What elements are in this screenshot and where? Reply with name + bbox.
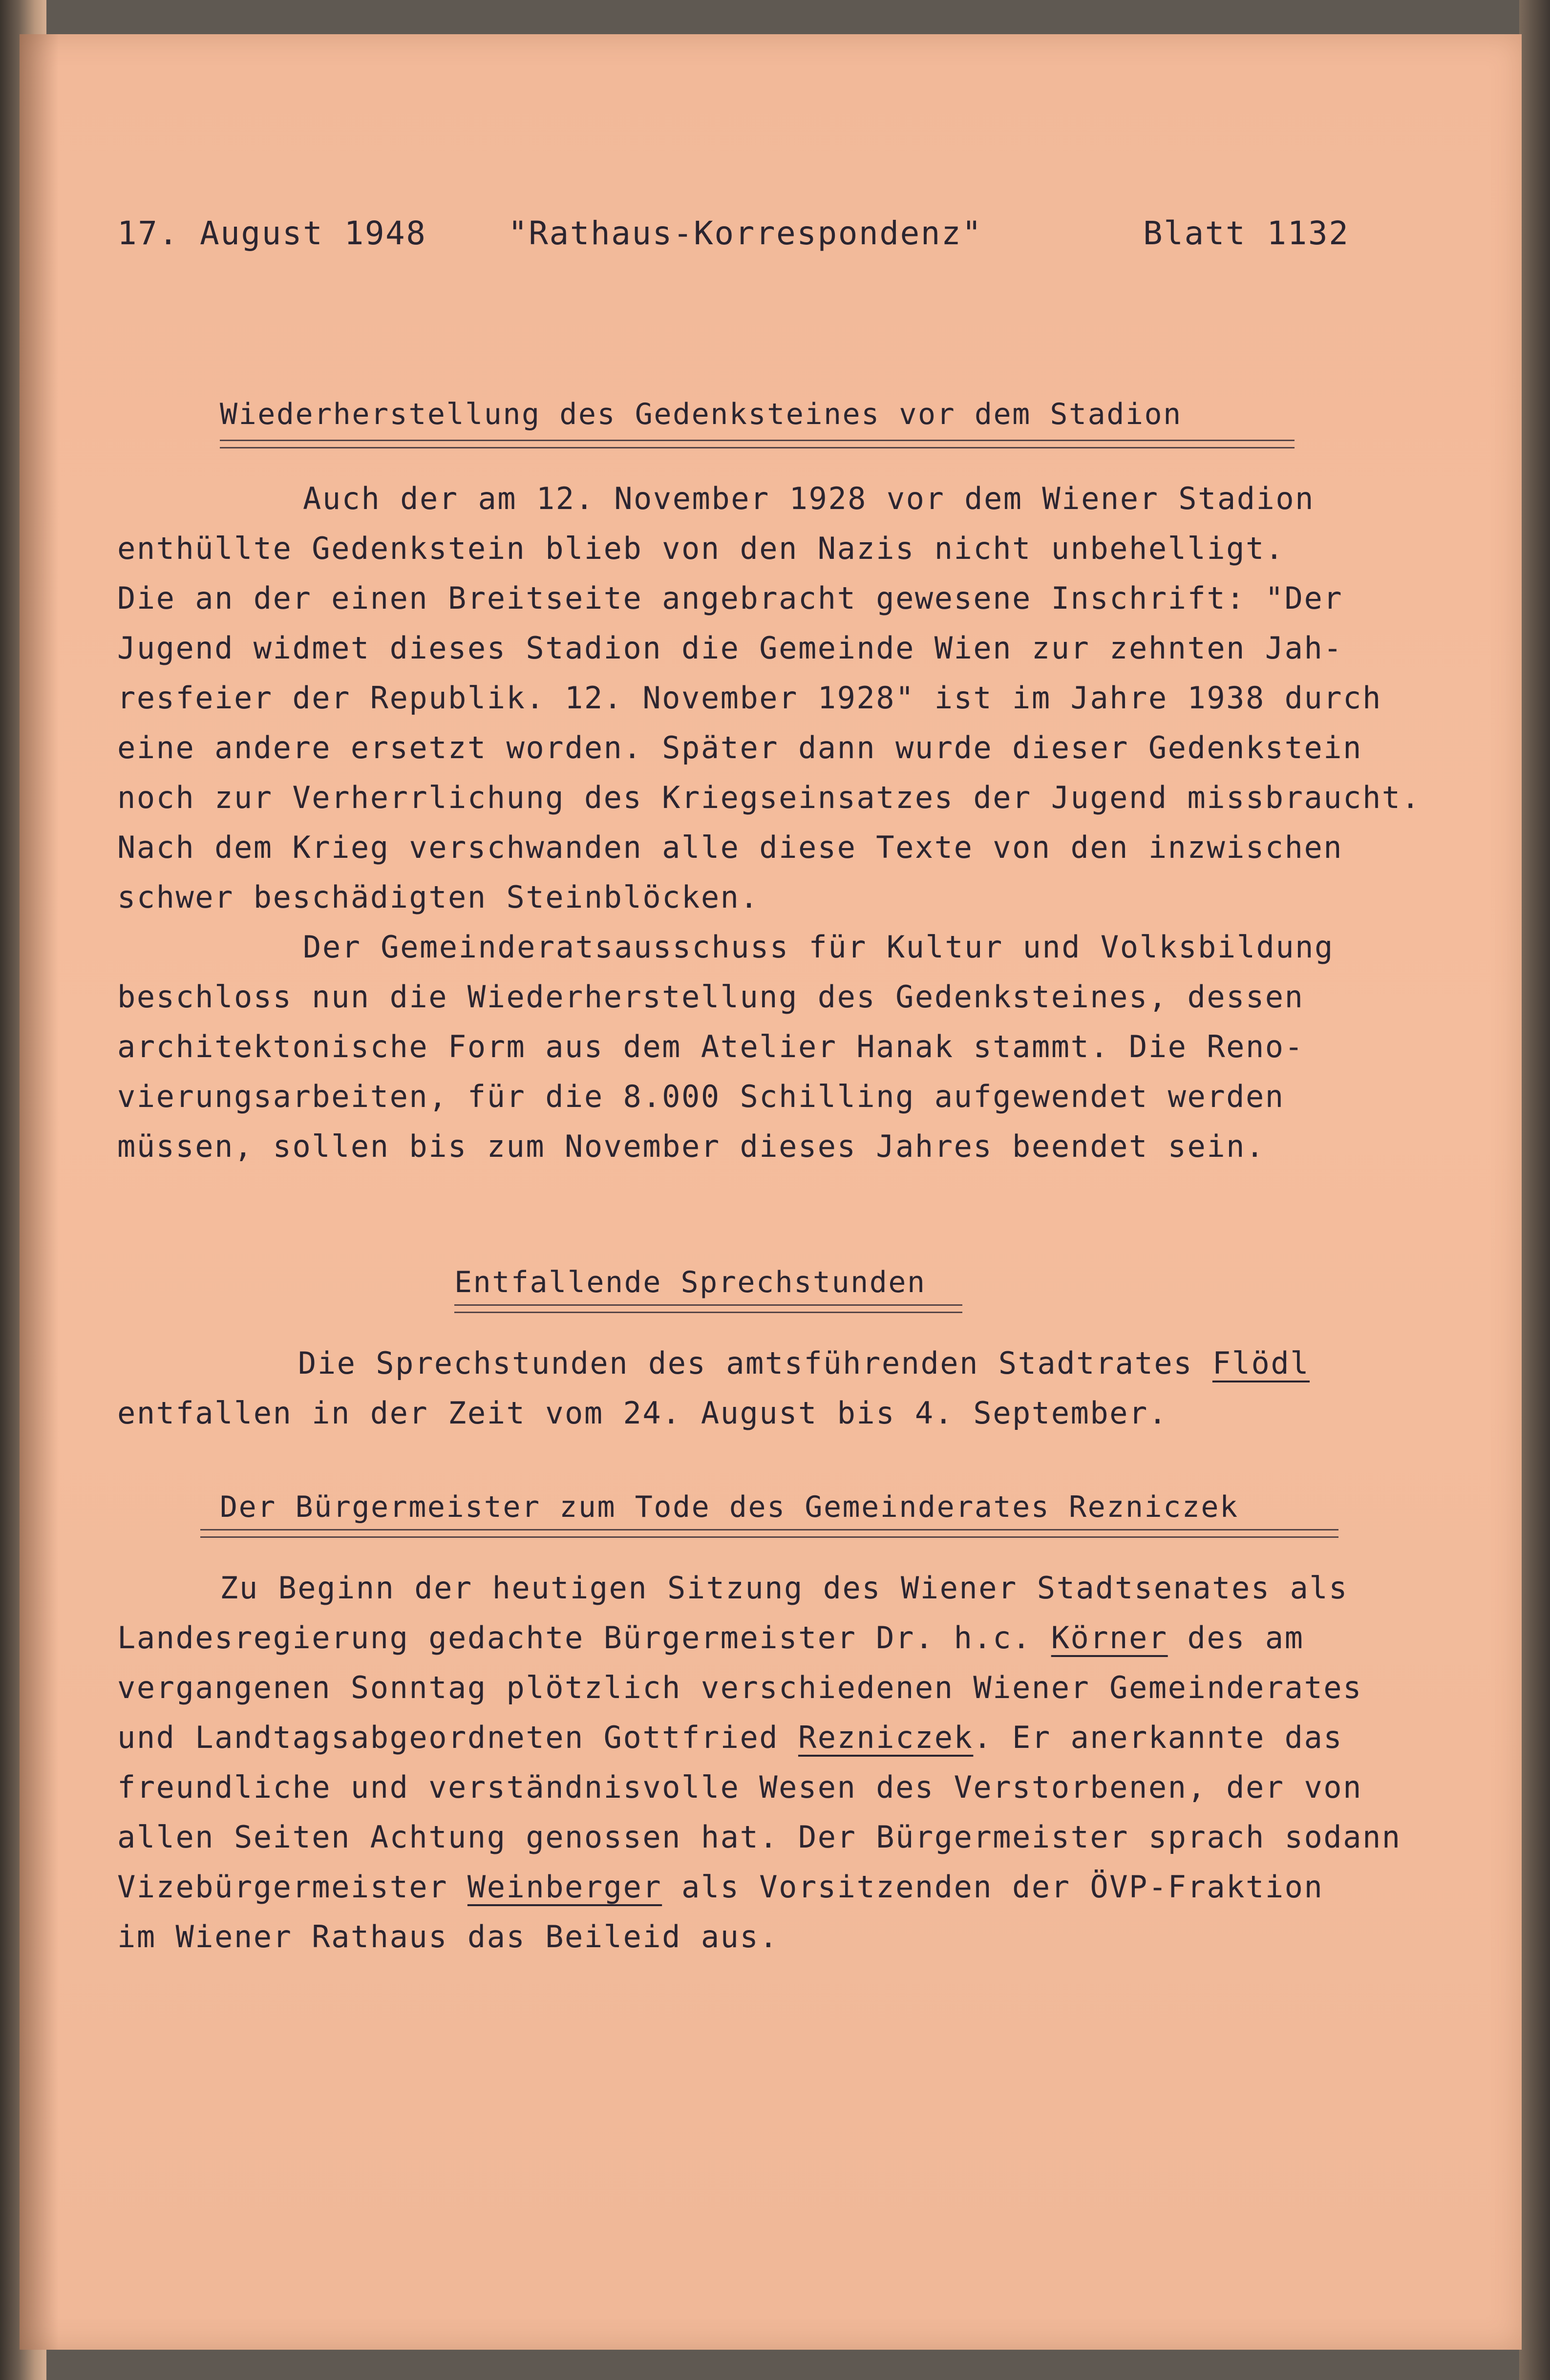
section-1-line: Nach dem Krieg verschwanden alle diese Texte von den inzwischen [117, 829, 1343, 865]
section-1-line: Die an der einen Breitseite angebracht gewesene Inschrift: "Der [117, 580, 1343, 616]
section-3-line: freundliche und verständnisvolle Wesen des Verstorbenen, der von [117, 1769, 1362, 1805]
section-3-line [117, 1620, 1304, 1656]
section-3-line: vergangenen Sonntag plötzlich verschiedenen Wiener Gemeinderates [117, 1670, 1362, 1705]
section-1-line: schwer beschädigten Steinblöcken. [117, 879, 760, 915]
section-3-text: Vizebürgermeister [117, 1869, 467, 1905]
header-title: "Rathaus-Korrespondenz" [508, 214, 983, 252]
page-binding-shadow [20, 34, 59, 2350]
person-name-weinberger: Weinberger [467, 1869, 662, 1905]
section-1-line: Der Gemeinderatsausschuss für Kultur und Volksbildung [303, 929, 1334, 965]
section-1-heading-rule [220, 440, 1295, 448]
section-3-text: und Landtagsabgeordneten Gottfried [117, 1720, 798, 1755]
header-date: 17. August 1948 [117, 214, 427, 252]
section-3-line: im Wiener Rathaus das Beileid aus. [117, 1919, 779, 1955]
section-3-heading-rule [200, 1529, 1338, 1538]
section-2-text: Die Sprechstunden des amtsführenden Stadtrates [298, 1345, 1212, 1381]
section-1-line: noch zur Verherrlichung des Kriegseinsatzes der Jugend missbraucht. [117, 780, 1421, 815]
section-2-line [298, 1345, 1310, 1381]
section-3-line [117, 1722, 1343, 1753]
section-1-line: architektonische Form aus dem Atelier Hanak stammt. Die Reno- [117, 1029, 1304, 1064]
section-1-line: eine andere ersetzt worden. Später dann wurde dieser Gedenkstein [117, 730, 1362, 765]
section-1-line: beschloss nun die Wiederherstellung des Gedenksteines, dessen [117, 979, 1304, 1015]
section-1-line: müssen, sollen bis zum November dieses Jahres beendet sein. [117, 1128, 1265, 1164]
section-2-heading: Entfallende Sprechstunden [454, 1265, 926, 1299]
section-3-text: als Vorsitzenden der ÖVP-Fraktion [662, 1869, 1324, 1905]
section-1-line: Auch der am 12. November 1928 vor dem Wiener Stadion [303, 481, 1315, 516]
section-1-line: Jugend widmet dieses Stadion die Gemeinde Wien zur zehnten Jah- [117, 630, 1343, 666]
person-name-floedl: Flödl [1212, 1345, 1310, 1381]
person-name-koerner: Körner [1051, 1620, 1168, 1656]
section-3-text: des am [1168, 1620, 1304, 1656]
document-page [20, 34, 1522, 2350]
scan-background-right [1519, 0, 1550, 2380]
section-3-text: Landesregierung gedachte Bürgermeister Dr. h.c. [117, 1620, 1051, 1656]
section-2-heading-rule [454, 1304, 962, 1313]
section-1-heading: Wiederherstellung des Gedenksteines vor dem Stadion [220, 397, 1182, 431]
header-sheet-number: Blatt 1132 [1143, 214, 1350, 252]
section-3-line: allen Seiten Achtung genossen hat. Der Bürgermeister sprach sodann [117, 1819, 1401, 1855]
section-3-line [117, 1869, 1324, 1905]
section-1-line: resfeier der Republik. 12. November 1928" ist im Jahre 1938 durch [117, 680, 1382, 716]
section-2-line: entfallen in der Zeit vom 24. August bis 4. September. [117, 1395, 1168, 1431]
person-name-rezniczek: Rezniczek [798, 1720, 974, 1755]
section-3-line: Zu Beginn der heutigen Sitzung des Wiener Stadtsenates als [220, 1570, 1348, 1606]
section-1-line: enthüllte Gedenkstein blieb von den Nazis nicht unbehelligt. [117, 531, 1285, 566]
section-3-text: . Er anerkannte das [973, 1720, 1343, 1755]
section-3-heading: Der Bürgermeister zum Tode des Gemeinderates Rezniczek [220, 1490, 1239, 1524]
section-1-line: vierungsarbeiten, für die 8.000 Schilling aufgewendet werden [117, 1079, 1285, 1114]
